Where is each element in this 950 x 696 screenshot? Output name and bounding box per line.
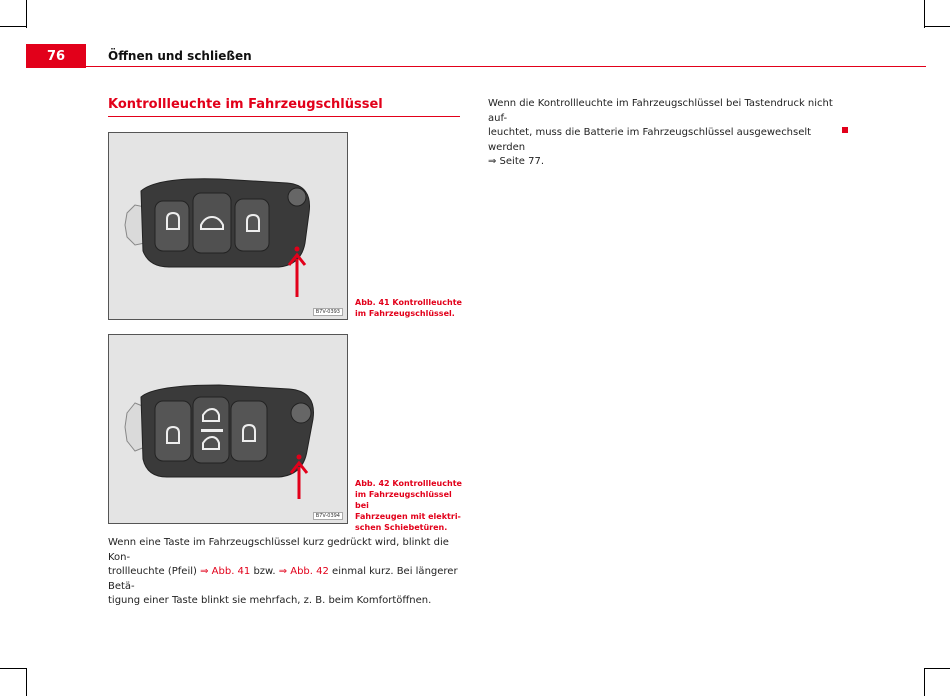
figure-code: B7V-0394	[313, 512, 343, 520]
text-line	[108, 565, 468, 594]
car-key-illustration	[109, 335, 347, 523]
section-end-marker	[842, 127, 848, 133]
crop-mark	[924, 0, 925, 28]
page-reference-link[interactable]: ⇒ Seite 77.	[488, 156, 544, 167]
crop-mark	[26, 668, 27, 696]
text-line: Wenn eine Taste im Fahrzeugschlüssel kurz gedrückt wird, blinkt die Kon-	[108, 537, 449, 563]
figure-42	[108, 334, 348, 524]
text-line: tigung einer Taste blinkt sie mehrfach, z. B. beim Komfortöffnen.	[108, 595, 432, 606]
text-fragment: trollleuchte (Pfeil)	[108, 566, 201, 577]
crop-mark	[0, 26, 26, 27]
figure-41	[108, 132, 348, 320]
header-rule	[26, 66, 926, 67]
text-line: leuchtet, muss die Batterie im Fahrzeugschlüssel ausgewechselt werden	[488, 127, 812, 153]
section-rule	[108, 116, 460, 117]
caption-line: im Fahrzeugschlüssel.	[355, 309, 455, 318]
figure-41-link[interactable]: ⇒ Abb. 41	[200, 566, 251, 577]
section-title: Kontrollleuchte im Fahrzeugschlüssel	[108, 97, 383, 112]
figure-42-link[interactable]: ⇒ Abb. 42	[278, 566, 329, 577]
crop-mark	[26, 0, 27, 28]
crop-mark	[924, 668, 950, 669]
figure-41-caption	[355, 297, 465, 319]
car-key-illustration	[109, 133, 347, 319]
caption-line: schen Schiebetüren.	[355, 523, 448, 532]
crop-mark	[0, 668, 26, 669]
caption-line: Abb. 41 Kontrollleuchte	[355, 298, 462, 307]
caption-line: Abb. 42 Kontrollleuchte	[355, 479, 462, 488]
left-paragraph	[108, 536, 468, 609]
right-paragraph	[488, 97, 848, 170]
caption-line: Fahrzeugen mit elektri-	[355, 512, 461, 521]
figure-code: B7V-0393	[313, 308, 343, 316]
page-number: 76	[26, 44, 86, 68]
text-fragment: einmal kurz. Bei längerer Betä-	[108, 566, 458, 592]
crop-mark	[924, 26, 950, 27]
text-fragment: bzw.	[250, 566, 279, 577]
crop-mark	[924, 668, 925, 696]
text-line: Wenn die Kontrollleuchte im Fahrzeugschlüssel bei Tastendruck nicht auf-	[488, 98, 833, 124]
caption-line: im Fahrzeugschlüssel bei	[355, 490, 452, 510]
chapter-title: Öffnen und schließen	[108, 49, 252, 63]
figure-42-caption	[355, 478, 465, 533]
